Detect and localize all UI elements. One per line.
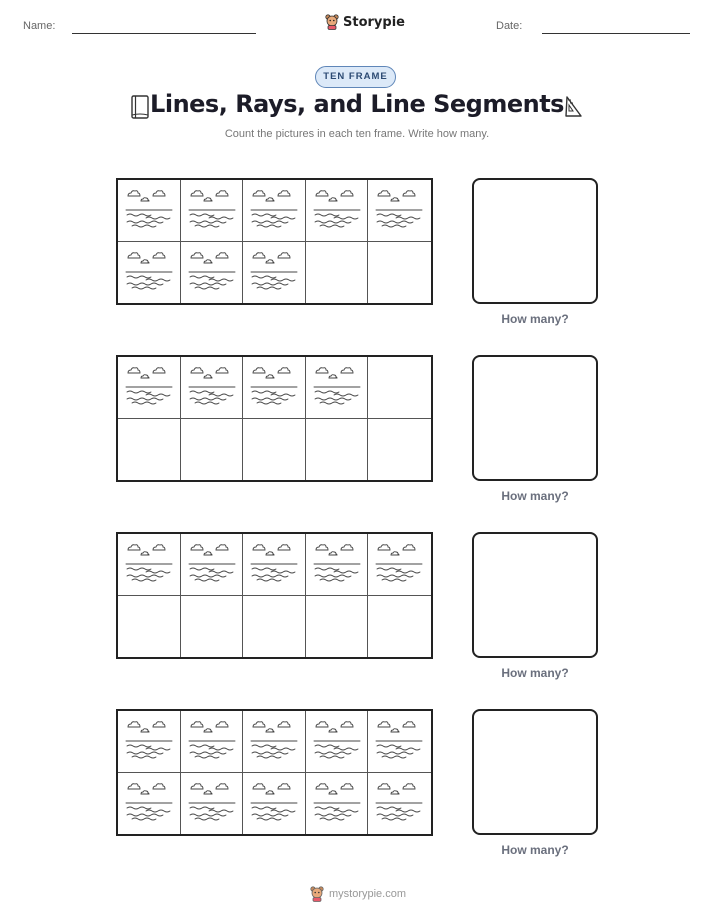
ten-frame-cell [368,711,431,773]
brand-logo [325,14,405,30]
ten-frame-cell [243,180,306,242]
ten-frame-cell [243,242,306,304]
clouds-and-waves-icon [312,779,362,827]
ten-frame-cell [306,180,369,242]
ten-frame-cell [118,534,181,596]
name-line[interactable] [72,33,256,34]
page-instructions: Count the pictures in each ten frame. Write how many. [224,128,490,140]
name-label: Name: [23,20,56,32]
ten-frame-cell [118,180,181,242]
answer-box-2[interactable] [472,355,598,481]
ten-frame-cell [368,534,431,596]
bear-mascot-icon [325,14,339,30]
clouds-and-waves-icon [249,248,299,296]
clouds-and-waves-icon [374,540,424,588]
ten-frame-cell [368,357,431,419]
ten-frame-cell [181,419,244,481]
brand-name: Storypie [343,14,405,30]
ten-frame-cell [118,596,181,658]
clouds-and-waves-icon [249,717,299,765]
bear-mascot-icon [310,886,324,902]
ten-frame-cell [181,773,244,835]
clouds-and-waves-icon [124,717,174,765]
ten-frame-cell [181,357,244,419]
clouds-and-waves-icon [312,363,362,411]
ruler-triangle-icon [562,94,586,120]
ten-frame-cell [306,419,369,481]
ten-frame-badge: TEN FRAME [315,66,396,88]
how-many-label-1: How many? [501,312,569,326]
clouds-and-waves-icon [124,540,174,588]
ten-frame-cell [368,773,431,835]
ten-frame-cell [368,419,431,481]
clouds-and-waves-icon [374,779,424,827]
ten-frame-cell [118,357,181,419]
ten-frame-cell [118,711,181,773]
ten-frame-cell [243,711,306,773]
ten-frame-1 [116,178,433,305]
ten-frame-cell [306,357,369,419]
ten-frame-cell [243,596,306,658]
ten-frame-cell [306,711,369,773]
clouds-and-waves-icon [249,186,299,234]
clouds-and-waves-icon [249,779,299,827]
ten-frame-cell [181,242,244,304]
ten-frame-2 [116,355,433,482]
date-label: Date: [496,20,523,32]
ten-frame-cell [243,419,306,481]
ten-frame-4 [116,709,433,836]
footer [310,886,406,902]
how-many-label-3: How many? [501,666,569,680]
clouds-and-waves-icon [312,540,362,588]
how-many-label-2: How many? [501,489,569,503]
ten-frame-cell [181,711,244,773]
ten-frame-cell [243,773,306,835]
clouds-and-waves-icon [187,248,237,296]
answer-box-3[interactable] [472,532,598,658]
ten-frame-cell [368,596,431,658]
ten-frame-cell [306,534,369,596]
ten-frame-cell [306,773,369,835]
clouds-and-waves-icon [312,186,362,234]
clouds-and-waves-icon [312,717,362,765]
clouds-and-waves-icon [374,186,424,234]
clouds-and-waves-icon [249,540,299,588]
ten-frame-cell [118,419,181,481]
ten-frame-cell [118,242,181,304]
ten-frame-cell [306,596,369,658]
ten-frame-cell [306,242,369,304]
ten-frame-3 [116,532,433,659]
how-many-label-4: How many? [501,843,569,857]
ten-frame-cell [368,242,431,304]
clouds-and-waves-icon [187,186,237,234]
ten-frame-cell [243,357,306,419]
clouds-and-waves-icon [187,717,237,765]
clouds-and-waves-icon [187,363,237,411]
footer-url: mystorypie.com [329,888,407,900]
answer-box-4[interactable] [472,709,598,835]
ten-frame-cell [181,180,244,242]
ten-frame-cell [118,773,181,835]
clouds-and-waves-icon [187,779,237,827]
date-line[interactable] [542,33,690,34]
clouds-and-waves-icon [124,248,174,296]
clouds-and-waves-icon [187,540,237,588]
answer-box-1[interactable] [472,178,598,304]
clouds-and-waves-icon [124,779,174,827]
ten-frame-cell [181,534,244,596]
clouds-and-waves-icon [124,363,174,411]
clouds-and-waves-icon [124,186,174,234]
ten-frame-cell [181,596,244,658]
clouds-and-waves-icon [249,363,299,411]
page-title: Lines, Rays, and Line Segments [150,90,564,118]
clouds-and-waves-icon [374,717,424,765]
ten-frame-cell [368,180,431,242]
ten-frame-cell [243,534,306,596]
